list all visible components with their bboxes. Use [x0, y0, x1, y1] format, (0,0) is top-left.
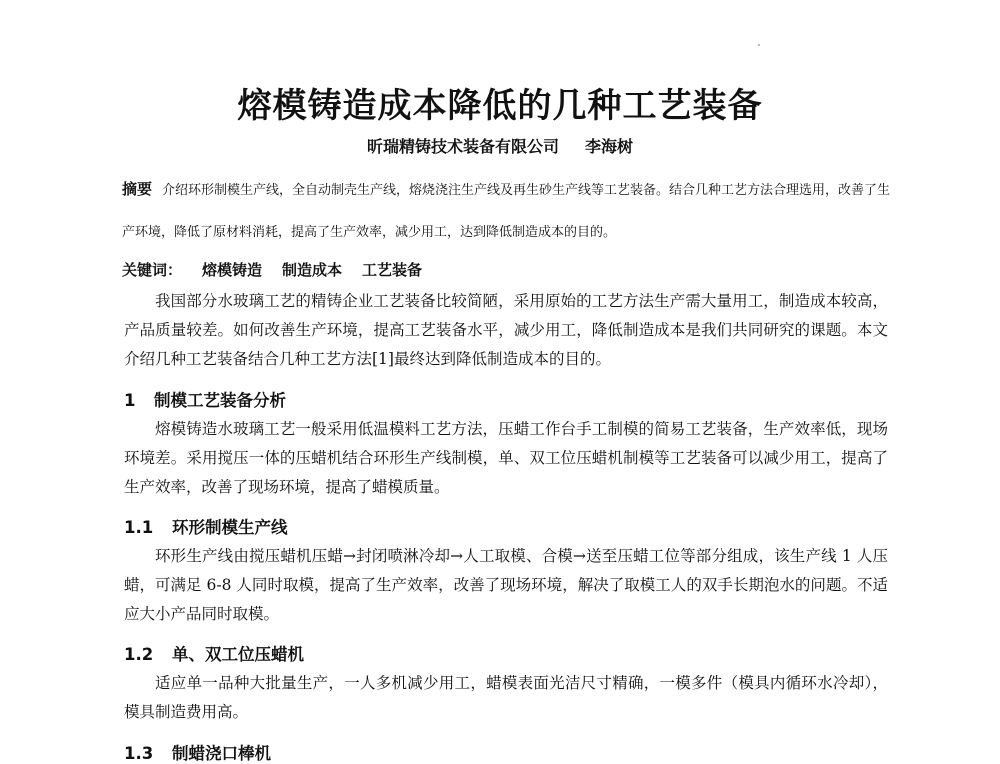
section-number: 1.1: [124, 518, 154, 537]
keywords-label: 关键词：: [122, 261, 183, 279]
section-number: 1: [124, 391, 136, 410]
abstract-label: 摘要: [122, 180, 153, 198]
affiliation: 昕瑞精铸技术装备有限公司: [366, 137, 559, 156]
keywords: [122, 259, 422, 280]
section-title: 环形制模生产线: [172, 518, 288, 537]
keyword: 制造成本: [282, 261, 343, 279]
section-title: 制模工艺装备分析: [154, 391, 286, 410]
paper-title: 熔模铸造成本降低的几种工艺装备: [237, 86, 763, 126]
author-name: 李海树: [585, 137, 634, 156]
subsection-heading: [124, 514, 288, 538]
section-title: 制蜡浇口棒机: [172, 744, 271, 763]
keyword: 熔模铸造: [202, 261, 263, 279]
section-paragraph: 环形生产线由搅压蜡机压蜡→封闭喷淋冷却→人工取模、合模→送至压蜡工位等部分组成，该生产线 1 人压蜡，可满足 6-8 人同时取模，提高了生产效率，改善了现场环境，解决了取模工人的双手长期泡水的问题。不适应大小产品同时取模。: [124, 547, 888, 623]
section-paragraph: 熔模铸造水玻璃工艺一般采用低温模料工艺方法，压蜡工作台手工制模的简易工艺装备，生产效率低，现场环境差。采用搅压一体的压蜡机结合环形生产线制模，单、双工位压蜡机制模等工艺装备可以减少用工，提高了生产效率，改善了现场环境，提高了蜡模质量。: [124, 420, 888, 496]
subsection-heading: [124, 740, 271, 764]
scan-speck: [758, 44, 760, 46]
section-number: 1.3: [124, 744, 154, 763]
keyword: 工艺装备: [362, 261, 423, 279]
section-number: 1.2: [124, 645, 154, 664]
abstract-text: 介绍环形制模生产线，全自动制壳生产线，熔烧浇注生产线及再生砂生产线等工艺装备。结合几种工艺方法合理选用，改善了生产环境，降低了原材料消耗，提高了生产效率，减少用工，达到降低制造成本的目的。: [122, 183, 891, 240]
subsection-heading: [124, 641, 304, 665]
section-heading: [124, 387, 286, 411]
abstract: [122, 168, 892, 254]
section-title: 单、双工位压蜡机: [172, 645, 304, 664]
byline: [0, 134, 1000, 157]
section-paragraph: 适应单一品种大批量生产，一人多机减少用工，蜡模表面光洁尺寸精确，一模多件（模具内循环水冷却），模具制造费用高。: [124, 674, 888, 721]
intro-paragraph: 我国部分水玻璃工艺的精铸企业工艺装备比较简陋，采用原始的工艺方法生产需大量用工，制造成本较高，产品质量较差。如何改善生产环境，提高工艺装备水平，减少用工，降低制造成本是我们共同研究的课题。本文介绍几种工艺装备结合几种工艺方法[1]最终达到降低制造成本的目的。: [124, 292, 888, 368]
